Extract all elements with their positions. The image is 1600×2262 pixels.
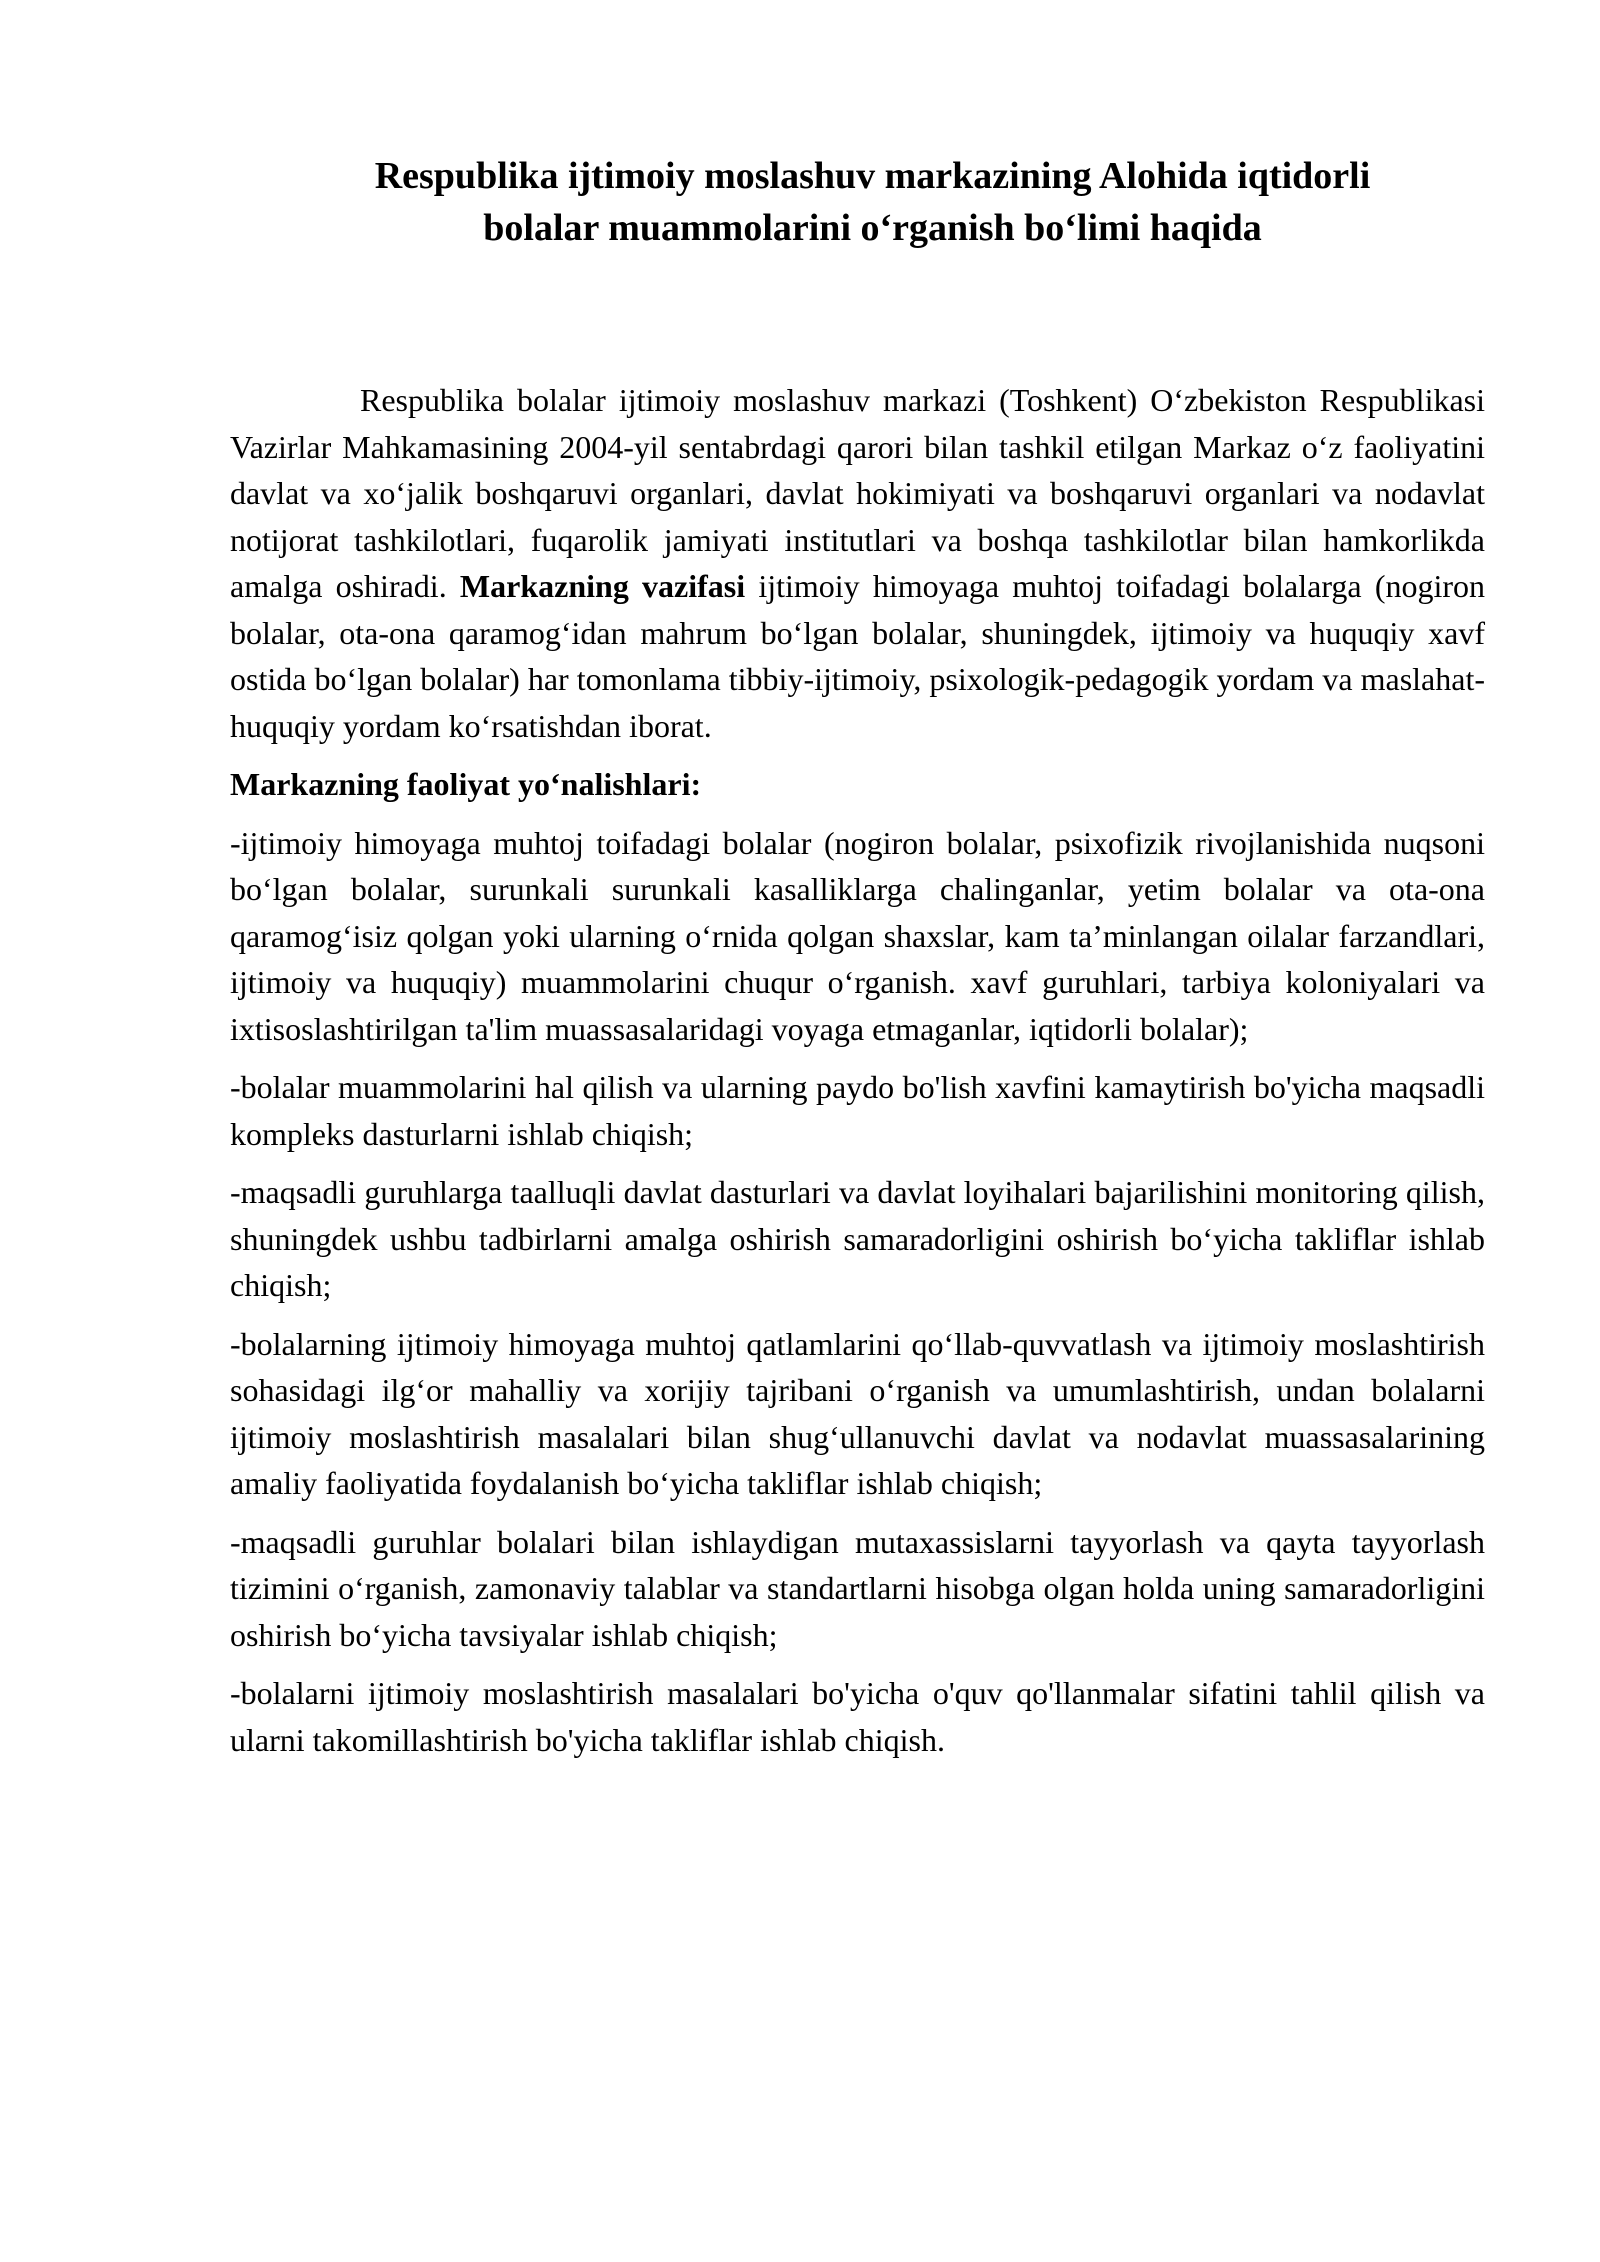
- document-body: [230, 377, 1485, 1763]
- title-line-1: Respublika ijtimoiy moslashuv markazining Alohida iqtidorli: [374, 155, 1371, 197]
- document-title: [230, 150, 1485, 254]
- list-item-1: -ijtimoiy himoyaga muhtoj toifadagi bolalar (nogiron bolalar, psixofizik rivojlanishida nuqsoni bo‘lgan bolalar, surunkali surunkali kasalliklarga chalinganlar, yetim bolalar va ota-ona qaramog‘isiz qolgan yoki ularning o‘rnida qolgan shaxslar, kam ta’minlangan oilalar farzandlari, ijtimoiy va huquqiy) muammolarini chuqur o‘rganish. xavf guruhlari, tarbiya koloniyalari va ixtisoslashtirilgan ta'lim muassasalaridagi voyaga etmaganlar, iqtidorli bolalar);: [230, 824, 1485, 1047]
- document-page: [230, 150, 1485, 1775]
- section-heading: Markazning faoliyat yo‘nalishlari:: [230, 766, 702, 802]
- list-item-4: -bolalarning ijtimoiy himoyaga muhtoj qatlamlarini qo‘llab-quvvatlash va ijtimoiy moslashtirish sohasidagi ilg‘or mahalliy va xorijiy tajribani o‘rganish va umumlashtirish, undan bolalarni ijtimoiy moslashtirish masalalari bilan shug‘ullanuvchi davlat va nodavlat muassasalarining amaliy faoliyatida foydalanish bo‘yicha takliflar ishlab chiqish;: [230, 1325, 1485, 1501]
- list-item-2: -bolalar muammolarini hal qilish va ularning paydo bo'lish xavfini kamaytirish bo'yicha maqsadli kompleks dasturlarni ishlab chiqish;: [230, 1069, 1485, 1152]
- intro-text-2: ijtimoiy himoyaga muhtoj toifadagi bolalarga (nogiron bolalar, ota-ona qaramog‘idan mahrum bo‘lgan bolalar, shuningdek, ijtimoiy va huquqiy xavf ostida bo‘lgan bolalar) har tomonlama tibbiy-ijtimoiy, psixologik-pedagogik yordam va maslahat-huquqiy yordam ko‘rsatishdan iborat.: [230, 568, 1486, 744]
- list-item-3: -maqsadli guruhlarga taalluqli davlat dasturlari va davlat loyihalari bajarilishini monitoring qilish, shuningdek ushbu tadbirlarni amalga oshirish samaradorligini oshirish bo‘yicha takliflar ishlab chiqish;: [230, 1174, 1485, 1303]
- title-line-2: bolalar muammolarini o‘rganish bo‘limi haqida: [483, 207, 1262, 249]
- list-item-5: -maqsadli guruhlar bolalari bilan ishlaydigan mutaxassislarni tayyorlash va qayta tayyorlash tizimini o‘rganish, zamonaviy talablar va standartlarni hisobga olgan holda uning samaradorligini oshirish bo‘yicha tavsiyalar ishlab chiqish;: [230, 1523, 1485, 1653]
- intro-bold-phrase: Markazning vazifasi: [459, 568, 746, 604]
- list-item-6: -bolalarni ijtimoiy moslashtirish masalalari bo'yicha o'quv qo'llanmalar sifatini tahlil qilish va ularni takomillashtirish bo'yicha takliflar ishlab chiqish.: [230, 1675, 1485, 1758]
- intro-paragraph: [230, 377, 1485, 749]
- intro-text-1: Respublika bolalar ijtimoiy moslashuv markazi (Toshkent) O‘zbekiston Respublikasi Vazirlar Mahkamasining 2004-yil sentabrdagi qarori bilan tashkil etilgan Markaz o‘z faoliyatini davlat va xo‘jalik boshqaruvi organlari, davlat hokimiyati va boshqaruvi organlari va nodavlat notijorat tashkilotlari, fuqarolik jamiyati institutlari va boshqa tashkilotlar bilan hamkorlikda amalga oshiradi.: [230, 382, 1485, 604]
